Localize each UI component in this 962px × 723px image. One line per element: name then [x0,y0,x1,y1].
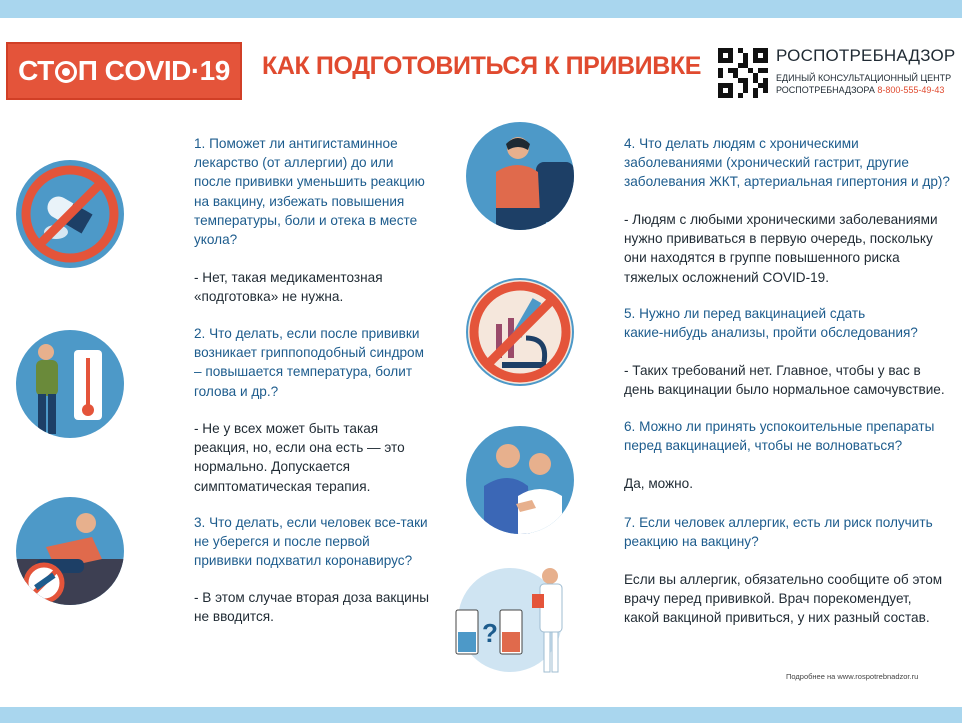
answer-4 [624,210,938,287]
answer-4-line: тяжелых осложнений COVID-19. [624,269,830,285]
answer-7-line: врачу перед прививкой. Врач порекомендует, [624,591,912,607]
answer-6 [624,474,693,493]
bottom-band [0,707,962,723]
top-band [0,0,962,18]
stop-covid-logo [6,42,242,100]
question-1-line: после прививки уменьшить реакцию [194,174,425,190]
question-2-line: 2. Что делать, если после прививки [194,326,420,341]
logo-text-part2: П COVID·19 [77,55,230,86]
org-phone-line [776,85,944,95]
footer-site-link[interactable]: www.rospotrebnadzor.ru [837,672,919,681]
question-6-line: перед вакцинацией, чтобы не волноваться? [624,438,903,454]
question-3-line: не уберегся и после первой [194,534,370,550]
answer-4-line: они находятся в группе повышенного риска [624,250,900,266]
microscope-prohibited-icon [466,278,574,386]
question-7-line: 7. Если человек аллергик, есть ли риск получить [624,515,933,530]
answer-7-line: какой вакциной привиться, у них разный состав. [624,610,930,626]
org-center-line: ЕДИНЫЙ КОНСУЛЬТАЦИОННЫЙ ЦЕНТР [776,73,952,83]
answer-3-line: - В этом случае вторая доза вакцины [194,590,430,605]
answer-2-line: реакция, но, если она есть — это [194,440,405,456]
svg-text:?: ? [482,618,498,648]
question-5-line: 5. Нужно ли перед вакцинацией сдать [624,306,866,321]
answer-4-line: нужно прививаться в первую очередь, поскольку [624,231,933,247]
qr-code-icon [718,48,768,98]
question-7 [624,513,933,551]
answer-2-line: нормально. Допускается [194,459,351,475]
logo-text-part1: СТ [18,55,54,86]
answer-1 [194,268,383,306]
question-4 [624,134,950,192]
question-3-line: 3. Что делать, если человек все-таки [194,515,428,530]
answer-2-line: - Не у всех может быть такая [194,421,379,436]
answer-5 [624,361,945,399]
question-1-line: лекарство (от аллергии) до или [194,155,394,171]
answer-5-line: - Таких требований нет. Главное, чтобы у вас в [624,363,921,378]
answer-7 [624,570,942,628]
hotline-phone: 8-800-555-49-43 [877,85,945,95]
question-4-line: 4. Что делать людям с хроническими [624,136,859,151]
virus-icon [55,61,77,83]
doctor-question-icon [446,566,574,674]
question-1-line: 1. Поможет ли антигистаминное [194,136,398,151]
answer-2 [194,419,405,496]
question-5-line: какие-нибудь анализы, пройти обследования? [624,325,918,341]
answer-5-line: день вакцинации было нормальное самочувствие. [624,382,945,398]
page-title: КАК ПОДГОТОВИТЬСЯ К ПРИВИВКЕ [262,52,702,80]
footer-prefix: Подробнее на [786,672,836,681]
question-3-line: прививки подхватил коронавирус? [194,553,413,569]
answer-2-line: симптоматическая терапия. [194,478,371,494]
question-4-line: заболеваниями (хронический гастрит, другие [624,155,909,171]
question-2-line: голова и др.? [194,383,279,399]
question-1 [194,134,425,249]
question-2-line: – повышается температура, болит [194,364,413,380]
question-5 [624,304,918,342]
question-4-line: заболевания ЖКТ, артериальная гипертония и др)? [624,174,950,190]
question-6-line: 6. Можно ли принять успокоительные препараты [624,419,935,434]
answer-4-line: - Людям с любыми хроническими заболеваниями [624,212,938,227]
question-3 [194,513,428,571]
question-7-line: реакцию на вакцину? [624,534,759,550]
answer-3-line: не вводится. [194,609,274,625]
question-2-line: возникает гриппоподобный синдром [194,345,424,361]
chronic-patient-icon [466,122,574,230]
question-1-line: укола? [194,232,238,248]
calm-couple-icon [466,426,574,534]
answer-7-line: Если вы аллергик, обязательно сообщите об этом [624,572,943,587]
footer-more-info [786,672,918,681]
question-1-line: температуры, боли и отека в месте [194,212,418,228]
org-line2-prefix: РОСПОТРЕБНАДЗОРА [776,85,875,95]
question-2 [194,324,424,401]
pills-prohibited-icon [16,160,124,268]
org-name: РОСПОТРЕБНАДЗОР [776,46,956,65]
sick-person-syringe-icon [16,497,124,605]
answer-1-line: «подготовка» не нужна. [194,289,344,305]
answer-1-line: - Нет, такая медикаментозная [194,270,383,285]
thermometer-person-icon [16,330,124,438]
question-6 [624,417,934,455]
answer-6-line: Да, можно. [624,476,694,491]
answer-3 [194,588,429,626]
question-1-line: на вакцину, избежать повышения [194,193,405,209]
